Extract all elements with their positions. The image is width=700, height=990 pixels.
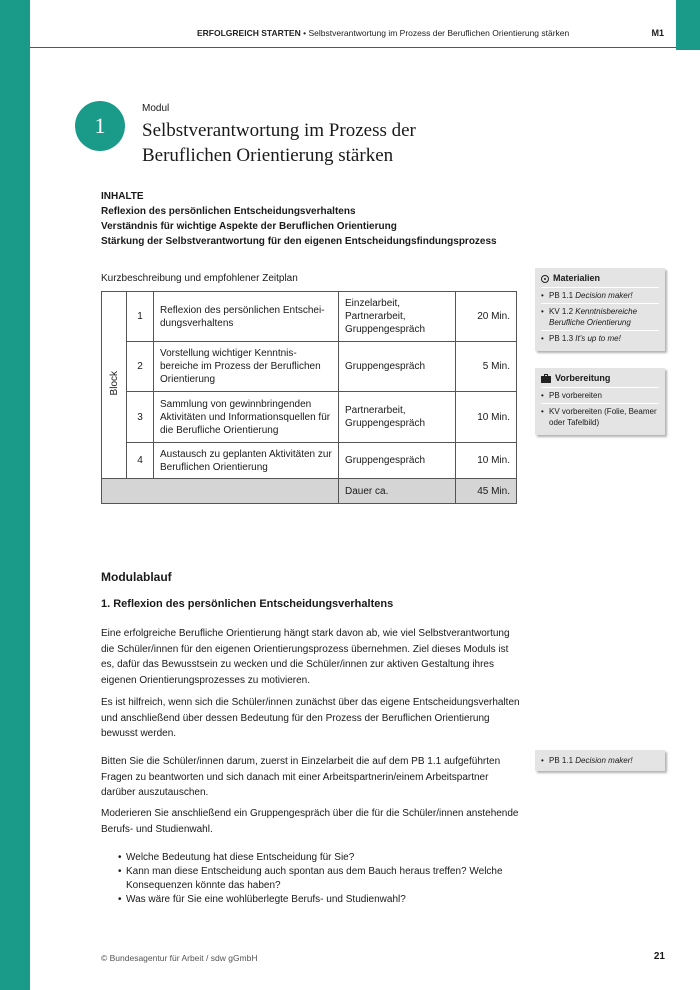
module-label: Modul <box>142 103 170 114</box>
block-column <box>102 292 127 479</box>
total-time: 45 Min. <box>456 479 517 504</box>
page-number: 21 <box>653 951 665 962</box>
footer-copyright: © Bundesagentur für Arbeit / sdw gGmbH <box>101 953 258 963</box>
paragraph: Bitten Sie die Schüler/innen darum, zuerst in Einzelarbeit die auf dem PB 1.1 aufgeführten Fragen zu beantworten und sich danach mit einer Arbeitspartnerin/einem Arbeitspartner darüber auszutauschen. <box>101 756 501 798</box>
paragraph: Eine erfolgreiche Berufliche Orientierung hängt stark davon ab, wie viel Selbstverantwortung die Schüler/innen für den eigenen Orientierungsprozess übernehmen. Ziel dieses Moduls ist es, dafür das Bewusstsein zu wecken und die Schüler/innen zur aktiven Gestaltung ihres eigenen Orientierungsprozesses zu motivieren. <box>101 628 510 686</box>
list-item: • Welche Bedeutung hat diese Entscheidung für Sie? <box>118 851 518 865</box>
row-format: Gruppengespräch <box>339 443 456 479</box>
row-number: 1 <box>127 292 154 342</box>
table-row <box>102 392 517 443</box>
list-item: • Kann man diese Entscheidung auch spontan aus dem Bauch heraus treffen? Welche Konsequenzen könnte das haben? <box>118 865 518 893</box>
row-description: Reflexion des persönlichen Entschei-dungsverhaltens <box>154 292 339 342</box>
row-number: 2 <box>127 342 154 392</box>
item-title: Decision maker! <box>575 756 633 765</box>
table-row <box>102 342 517 392</box>
inhalte-section <box>101 189 497 249</box>
schedule-caption: Kurzbeschreibung und empfohlener Zeitplan <box>101 273 298 284</box>
vorbereitung-item: • PB vorbereiten <box>541 387 659 403</box>
row-number: 3 <box>127 392 154 443</box>
item-prefix: KV 1.2 <box>549 307 576 316</box>
materialien-item <box>541 287 659 303</box>
materialien-title: Materialien <box>553 273 601 283</box>
inhalte-item: Reflexion des persönlichen Entscheidungsverhaltens <box>101 206 356 217</box>
paragraph: Moderieren Sie anschließend ein Gruppengespräch über die für die Schüler/innen anstehende Berufs- und Studienwahl. <box>101 808 519 835</box>
disc-icon <box>541 275 549 283</box>
materialien-box <box>535 268 665 351</box>
header-series: ERFOLGREICH STARTEN <box>197 28 301 38</box>
header-topic: Selbstverantwortung im Prozess der Beruflichen Orientierung stärken <box>308 28 570 38</box>
item-title: Decision maker! <box>575 291 633 300</box>
row-format: Einzelarbeit, Partnerarbeit, Gruppengespräch <box>339 292 456 342</box>
inhalte-item: Verständnis für wichtige Aspekte der Beruflichen Orientierung <box>101 221 397 232</box>
schedule-table <box>101 291 517 504</box>
modulablauf-title: Modulablauf <box>101 570 172 584</box>
row-format: Gruppengespräch <box>339 342 456 392</box>
total-spacer <box>102 479 339 504</box>
list-item: • Was wäre für Sie eine wohlüberlegte Berufs- und Studienwahl? <box>118 893 518 907</box>
block-label: Block <box>108 370 120 396</box>
item-prefix: PB 1.3 <box>549 334 576 343</box>
briefcase-icon <box>541 376 551 383</box>
corner-tab <box>676 0 700 50</box>
item-prefix: PB 1.1 <box>549 756 576 765</box>
module-number: 1 <box>94 113 106 138</box>
vorbereitung-title-row <box>541 373 659 384</box>
materialien-item <box>541 303 659 330</box>
module-title <box>142 118 502 168</box>
paragraph: Es ist hilfreich, wenn sich die Schüler/innen zunächst über das eigene Entscheidungsverhalten und anschließend über dessen Bedeutung für den Prozess der Beruflichen Orientierung bewusst werden. <box>101 697 520 739</box>
row-time: 10 Min. <box>456 443 517 479</box>
row-time: 20 Min. <box>456 292 517 342</box>
running-header <box>197 28 569 38</box>
side-note-box <box>535 750 665 771</box>
module-title-line1: Selbstverantwortung im Prozess der <box>142 120 416 141</box>
inhalte-item: Stärkung der Selbstverantwortung für den eigenen Entscheidungsfindungsprozess <box>101 236 497 247</box>
module-title-line2: Beruflichen Orientierung stärken <box>142 145 394 166</box>
item-prefix: PB 1.1 <box>549 291 576 300</box>
left-accent-bar <box>0 0 30 990</box>
inhalte-heading: INHALTE <box>101 191 144 202</box>
row-format: Partnerarbeit, Gruppengespräch <box>339 392 456 443</box>
vorbereitung-box <box>535 368 665 435</box>
step1-title: 1. Reflexion des persönlichen Entscheidungsverhaltens <box>101 598 394 610</box>
row-time: 10 Min. <box>456 392 517 443</box>
vorbereitung-item: • KV vorbereiten (Folie, Beamer oder Tafelbild) <box>541 403 659 430</box>
item-title: It's up to me! <box>575 334 621 343</box>
row-time: 5 Min. <box>456 342 517 392</box>
header-separator: • <box>303 28 307 38</box>
table-row <box>102 443 517 479</box>
total-row <box>102 479 517 504</box>
row-description: Sammlung von gewinnbringenden Aktivitäten und Informationsquellen für die Berufliche Orientierung <box>154 392 339 443</box>
item-title: Kenntnisbereiche Berufliche Orientierung <box>549 307 638 327</box>
question-list <box>118 851 518 907</box>
total-label: Dauer ca. <box>339 479 456 504</box>
row-description: Vorstellung wichtiger Kenntnis-bereiche im Prozess der Beruflichen Orientierung <box>154 342 339 392</box>
module-number-badge <box>75 101 125 151</box>
module-code: M1 <box>651 28 664 38</box>
materialien-title-row <box>541 273 659 284</box>
vorbereitung-title: Vorbereitung <box>555 373 611 383</box>
row-description: Austausch zu geplanten Aktivitäten zur Beruflichen Orientierung <box>154 443 339 479</box>
side-note-item <box>541 753 659 768</box>
table-row <box>102 292 517 342</box>
row-number: 4 <box>127 443 154 479</box>
materialien-item <box>541 330 659 346</box>
header-rule <box>30 47 676 48</box>
